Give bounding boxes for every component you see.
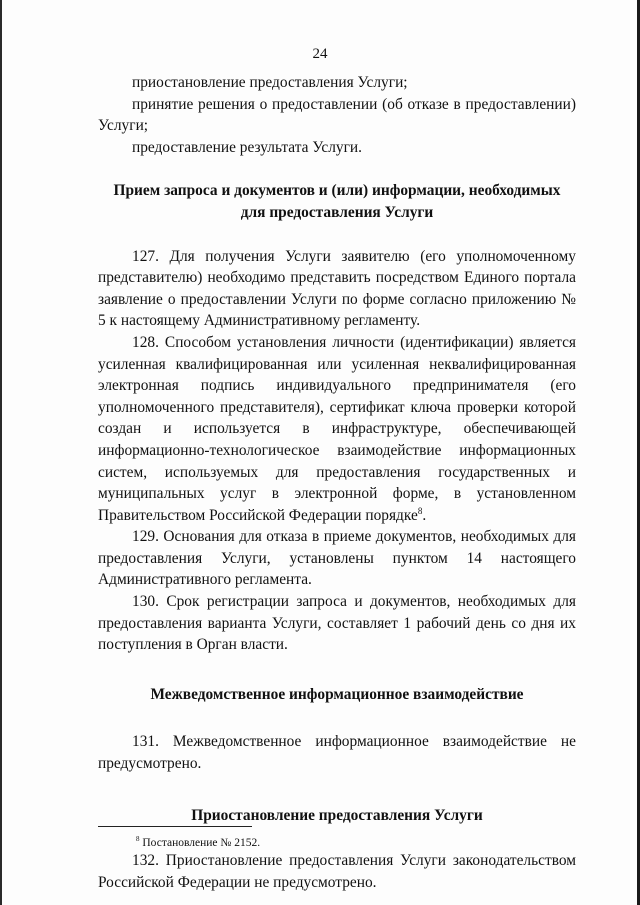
footnote-divider (98, 826, 252, 827)
paragraph-131: 131. Межведомственное информационное взаимодействие не предусмотрено. (98, 733, 576, 773)
section-heading-request-acceptance (98, 180, 576, 223)
footnote-reference: 8 (417, 505, 423, 516)
footnote-mark: 8 (136, 835, 140, 844)
page-content (98, 72, 576, 893)
paragraph-128 (98, 332, 576, 526)
intro-item-result: предоставление результата Услуги. (132, 138, 362, 156)
paragraph-130: 130. Срок регистрации запроса и документов, необходимых для предоставления варианта Услуги, составляет 1 рабочий день со дня их поступления в Орган власти. (98, 593, 576, 654)
intro-item-decision: принятие решения о предоставлении (об отказе в предоставлении) Услуги; (98, 95, 576, 135)
intro-item-suspension: приостановление предоставления Услуги; (132, 74, 408, 91)
paragraph-128-text: 128. Способом установления личности (идентификации) является усиленная квалифицированная или усиленная неквалифицированная электронная подпись индивидуального предпринимателя (его уполномоченного представителя), сертификат ключа проверки которой создан и используется в инфраструктуре, обеспечивающей информационно-технологическое взаимодействие информационных систем, используемых для предоставления государственных и муниципальных услуг в электронной форме, в установленном Правительством Российской Федерации порядке (98, 333, 576, 524)
paragraph-127: 127. Для получения Услуги заявителю (его уполномоченному представителю) необходимо представить посредством Единого портала заявление о предоставлении Услуги по форме согласно приложению № 5 к настоящему Административному регламенту. (98, 247, 576, 330)
heading-line-2: для предоставления Услуги (240, 203, 434, 221)
section-heading-suspension: Приостановление предоставления Услуги (191, 806, 483, 824)
paragraph-129: 129. Основания для отказа в приеме документов, необходимых для предоставления Услуги, установлены пунктом 14 настоящего Административного регламента. (98, 528, 576, 589)
paragraph-128-end: . (422, 506, 427, 524)
paragraph-132: 132. Приостановление предоставления Услуги законодательством Российской Федерации не предусмотрено. (98, 852, 576, 891)
footnote-text: Постановление № 2152. (139, 837, 261, 849)
scan-edge-left (0, 0, 2, 905)
heading-line-1: Прием запроса и документов и (или) информации, необходимых (113, 182, 561, 200)
section-heading-interagency: Межведомственное информационное взаимодействие (150, 685, 524, 703)
page-number: 24 (312, 46, 328, 62)
footnote (136, 836, 260, 850)
